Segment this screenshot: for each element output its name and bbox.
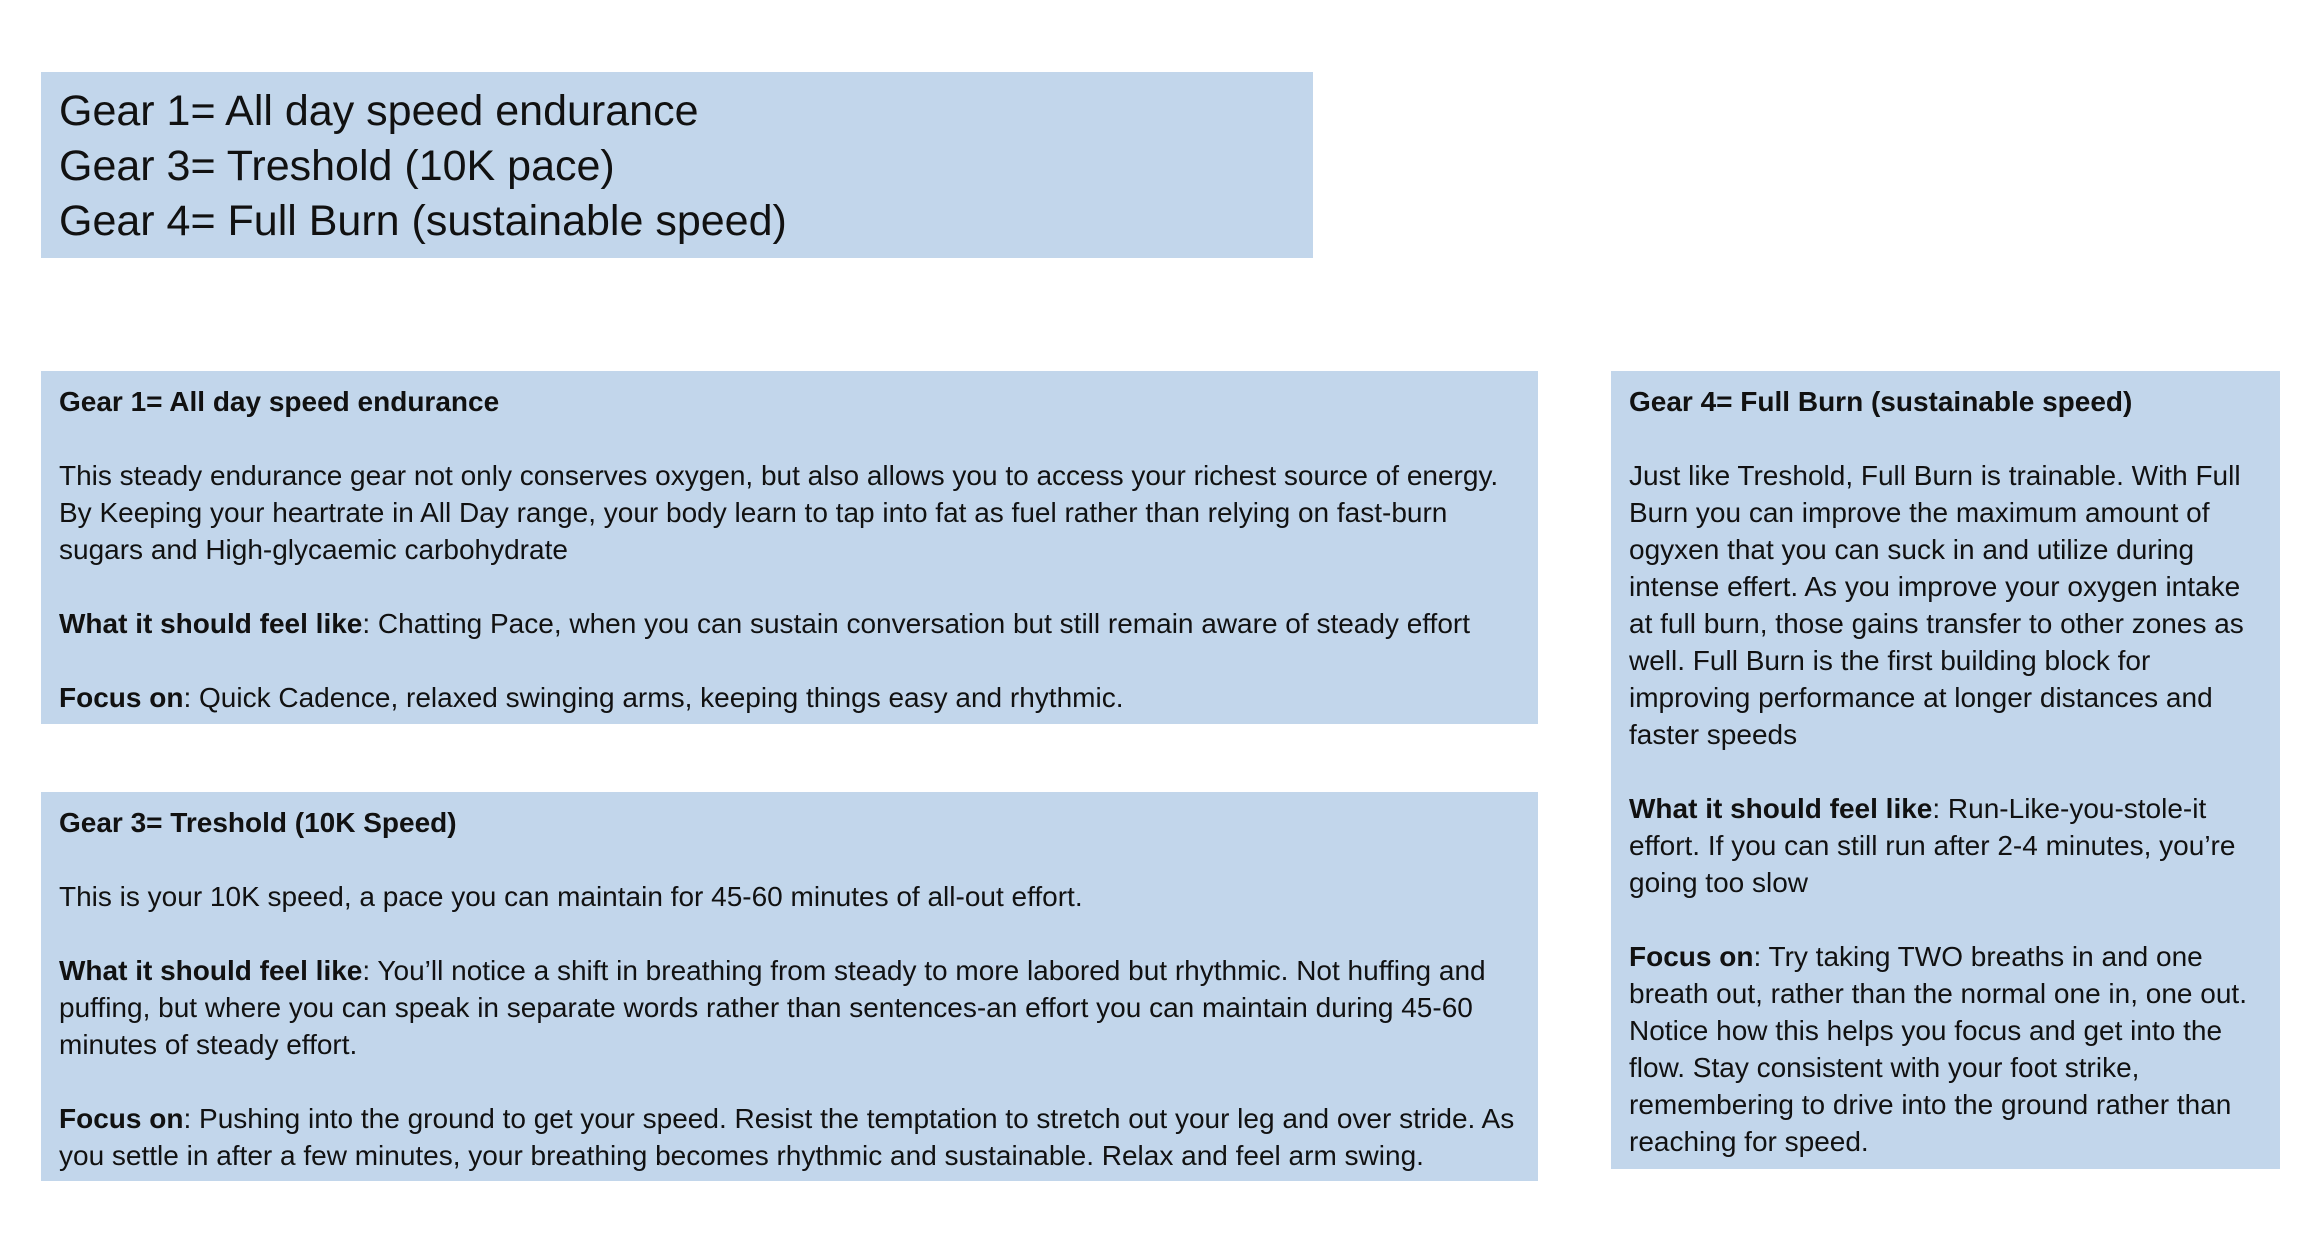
summary-line-gear-4: Gear 4= Full Burn (sustainable speed) xyxy=(59,197,787,245)
gear-4-card xyxy=(1611,371,2280,1169)
gear-1-title: Gear 1= All day speed endurance xyxy=(59,386,500,417)
gear-1-feel xyxy=(59,605,1520,642)
gear-3-focus xyxy=(59,1100,1520,1174)
gear-4-focus-text: : Try taking TWO breaths in and one breath out, rather than the normal one in, one out. Notice how this helps you focus and get into the flow. Stay consistent with your foot strike, remembering to drive into the ground rather than reaching for speed. xyxy=(1629,941,2247,1157)
gear-4-title: Gear 4= Full Burn (sustainable speed) xyxy=(1629,386,2133,417)
gear-4-description: Just like Treshold, Full Burn is trainable. With Full Burn you can improve the maximum amount of ogyxen that you can suck in and utilize during intense effert. As you improve your oxygen intake at full burn, those gains transfer to other zones as well. Full Burn is the first building block for improving performance at longer distances and faster speeds xyxy=(1629,460,2244,750)
gear-1-focus-label: Focus on xyxy=(59,682,184,713)
gear-4-feel-label: What it should feel like xyxy=(1629,793,1933,824)
gear-3-card xyxy=(41,792,1538,1181)
gear-4-feel xyxy=(1629,790,2262,901)
gear-3-description: This is your 10K speed, a pace you can maintain for 45-60 minutes of all-out effort. xyxy=(59,881,1083,912)
summary-line-gear-3: Gear 3= Treshold (10K pace) xyxy=(59,142,615,190)
gear-3-feel xyxy=(59,952,1520,1063)
gear-4-feel-text: : Run-Like-you-stole-it effort. If you can still run after 2-4 minutes, you’re going too slow xyxy=(1629,793,2236,898)
gear-1-feel-label: What it should feel like xyxy=(59,608,363,639)
gear-3-feel-text: : You’ll notice a shift in breathing from steady to more labored but rhythmic. Not huffing and puffing, but where you can speak in separate words rather than sentences-an effort you can maintain during 45-60 minutes of steady effort. xyxy=(59,955,1486,1060)
gear-1-description: This steady endurance gear not only conserves oxygen, but also allows you to access your richest source of energy. By Keeping your heartrate in All Day range, your body learn to tap into fat as fuel rather than relying on fast-burn sugars and High-glycaemic carbohydrate xyxy=(59,460,1499,565)
gear-4-focus-label: Focus on xyxy=(1629,941,1754,972)
gear-4-focus xyxy=(1629,938,2262,1160)
gear-3-focus-text: : Pushing into the ground to get your speed. Resist the temptation to stretch out your leg and over stride. As you settle in after a few minutes, your breathing becomes rhythmic and sustainable. Relax and feel arm swing. xyxy=(59,1103,1515,1171)
gear-1-focus xyxy=(59,679,1520,716)
gear-3-title: Gear 3= Treshold (10K Speed) xyxy=(59,807,457,838)
gear-1-card xyxy=(41,371,1538,724)
summary-line-gear-1: Gear 1= All day speed endurance xyxy=(59,87,699,135)
gear-3-focus-label: Focus on xyxy=(59,1103,184,1134)
gear-1-focus-text: : Quick Cadence, relaxed swinging arms, keeping things easy and rhythmic. xyxy=(183,682,1124,713)
gears-summary-box xyxy=(41,72,1313,258)
gear-3-feel-label: What it should feel like xyxy=(59,955,363,986)
gear-1-feel-text: : Chatting Pace, when you can sustain conversation but still remain aware of steady effort xyxy=(362,608,1471,639)
